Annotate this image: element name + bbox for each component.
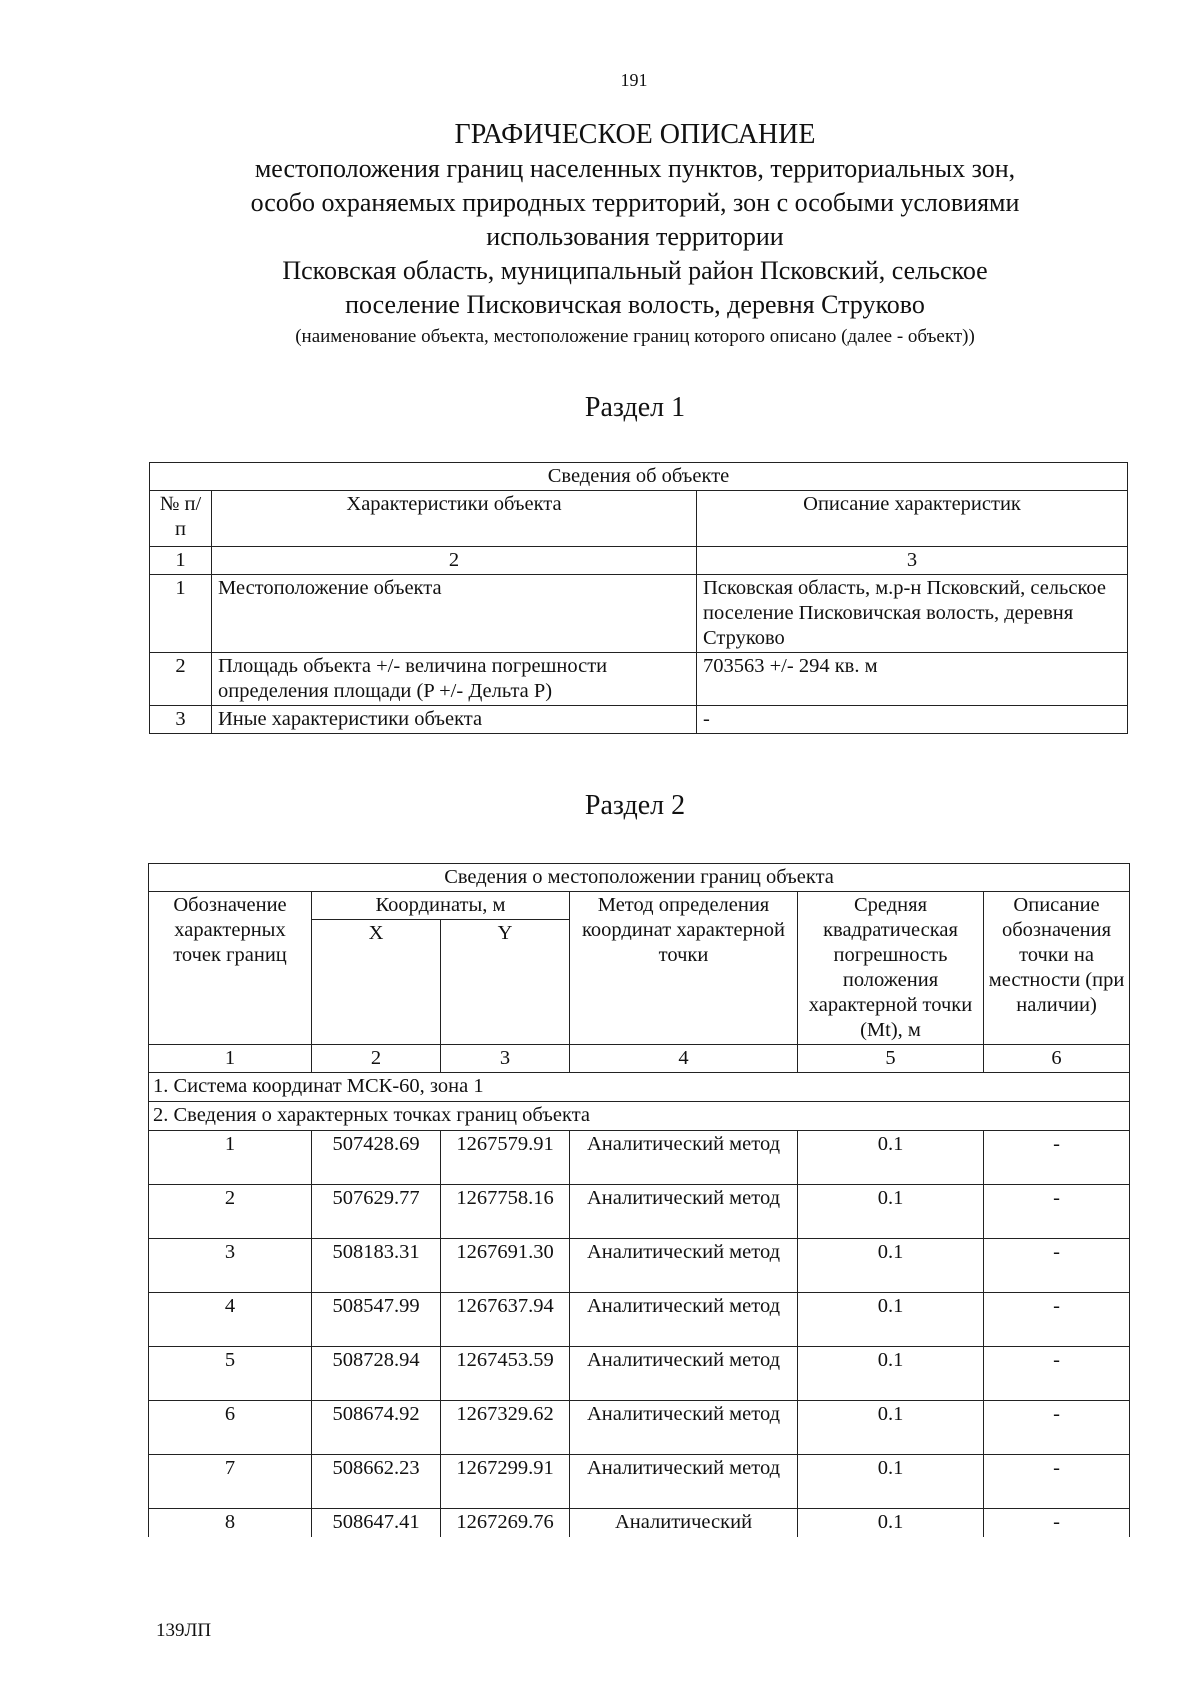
table-row [149,1401,1130,1455]
point-description: - [984,1293,1130,1347]
heading-line: местоположения границ населенных пунктов, территориальных зон, [254,154,1016,183]
point-number: 4 [149,1293,312,1347]
point-y: 1267691.30 [441,1239,570,1293]
point-x: 508647.41 [312,1509,441,1538]
point-description: - [984,1509,1130,1538]
point-number: 5 [149,1347,312,1401]
table-caption: Сведения об объекте [150,463,1128,491]
point-y: 1267329.62 [441,1401,570,1455]
column-number: 6 [984,1045,1130,1073]
heading-note: (наименование объекта, местоположение границ которого описано (далее - объект)) [295,326,975,347]
column-number: 1 [149,1045,312,1073]
points-caption: 2. Сведения о характерных точках границ объекта [149,1102,1130,1131]
point-number: 8 [149,1509,312,1538]
table-row [149,1455,1130,1509]
column-number: 3 [441,1045,570,1073]
point-x: 508728.94 [312,1347,441,1401]
point-method: Аналитический метод [570,1455,798,1509]
table-row [149,1293,1130,1347]
point-method: Аналитический метод [570,1401,798,1455]
point-x: 507629.77 [312,1185,441,1239]
point-error: 0.1 [798,1509,984,1538]
row-number: 1 [150,575,212,653]
page-number: 191 [620,70,648,90]
table-row [150,706,1128,734]
point-description: - [984,1347,1130,1401]
point-description: - [984,1401,1130,1455]
characteristic-value: Псковская область, м.р-н Псковский, сельское поселение Писковичская волость, деревня Струково [697,575,1128,653]
point-number: 7 [149,1455,312,1509]
table-row [149,1347,1130,1401]
coordinate-system: 1. Система координат МСК-60, зона 1 [149,1073,1130,1102]
table-caption: Сведения о местоположении границ объекта [149,864,1130,892]
point-y: 1267453.59 [441,1347,570,1401]
table-row [149,1131,1130,1185]
table-row [149,1185,1130,1239]
point-error: 0.1 [798,1293,984,1347]
point-number: 1 [149,1131,312,1185]
heading-line: использования территории [486,222,784,251]
column-header-description: Описание обозначения точки на местности (при наличии) [984,892,1130,1045]
point-error: 0.1 [798,1239,984,1293]
point-method: Аналитический метод [570,1347,798,1401]
document-heading [150,118,1120,350]
characteristic-value: 703563 +/- 294 кв. м [697,653,1128,706]
table-row [149,1239,1130,1293]
row-number: 2 [150,653,212,706]
table-row [150,575,1128,653]
heading-line: особо охраняемых природных территорий, зон с особыми условиями [250,188,1020,217]
point-method: Аналитический метод [570,1185,798,1239]
column-header-method: Метод определения координат характерной точки [570,892,798,1045]
column-number: 4 [570,1045,798,1073]
point-y: 1267637.94 [441,1293,570,1347]
characteristic-name: Иные характеристики объекта [212,706,697,734]
point-y: 1267758.16 [441,1185,570,1239]
point-error: 0.1 [798,1131,984,1185]
row-number: 3 [150,706,212,734]
point-method: Аналитический метод [570,1131,798,1185]
column-header: № п/п [150,491,212,547]
section-2-title: Раздел 2 [584,790,686,821]
column-number: 5 [798,1045,984,1073]
point-description: - [984,1185,1130,1239]
point-description: - [984,1239,1130,1293]
point-error: 0.1 [798,1185,984,1239]
characteristic-value: - [697,706,1128,734]
point-number: 6 [149,1401,312,1455]
column-number: 2 [212,547,697,575]
point-number: 3 [149,1239,312,1293]
column-header: Характеристики объекта [212,491,697,547]
document-title: ГРАФИЧЕСКОЕ ОПИСАНИЕ [454,119,816,150]
point-y: 1267299.91 [441,1455,570,1509]
table-row [150,653,1128,706]
point-y: 1267579.91 [441,1131,570,1185]
point-error: 0.1 [798,1347,984,1401]
characteristic-name: Площадь объекта +/- величина погрешности определения площади (P +/- Дельта P) [212,653,697,706]
point-x: 508662.23 [312,1455,441,1509]
table-row [149,1509,1130,1538]
heading-line: Псковская область, муниципальный район Псковский, сельское [282,256,988,285]
point-error: 0.1 [798,1455,984,1509]
point-error: 0.1 [798,1401,984,1455]
point-x: 507428.69 [312,1131,441,1185]
footer-code: 139ЛП [156,1620,212,1641]
column-header-point: Обозначение характерных точек границ [149,892,312,1045]
column-number: 2 [312,1045,441,1073]
heading-line: поселение Писковичская волость, деревня Струково [345,290,925,319]
column-header-y: Y [441,920,570,1045]
point-method: Аналитический метод [570,1293,798,1347]
column-header-error: Средняя квадратическая погрешность положения характерной точки (Mt), м [798,892,984,1045]
point-description: - [984,1455,1130,1509]
characteristic-name: Местоположение объекта [212,575,697,653]
point-method: Аналитический метод [570,1239,798,1293]
column-header-coords: Координаты, м [312,892,570,920]
object-info-table [149,462,1128,734]
column-header-x: X [312,920,441,1045]
column-number: 1 [150,547,212,575]
point-x: 508183.31 [312,1239,441,1293]
point-number: 2 [149,1185,312,1239]
point-y: 1267269.76 [441,1509,570,1538]
section-1-title: Раздел 1 [584,392,686,423]
point-x: 508547.99 [312,1293,441,1347]
point-x: 508674.92 [312,1401,441,1455]
point-method: Аналитический [570,1509,798,1538]
boundary-points-table [148,863,1130,1537]
column-number: 3 [697,547,1128,575]
column-header: Описание характеристик [697,491,1128,547]
point-description: - [984,1131,1130,1185]
